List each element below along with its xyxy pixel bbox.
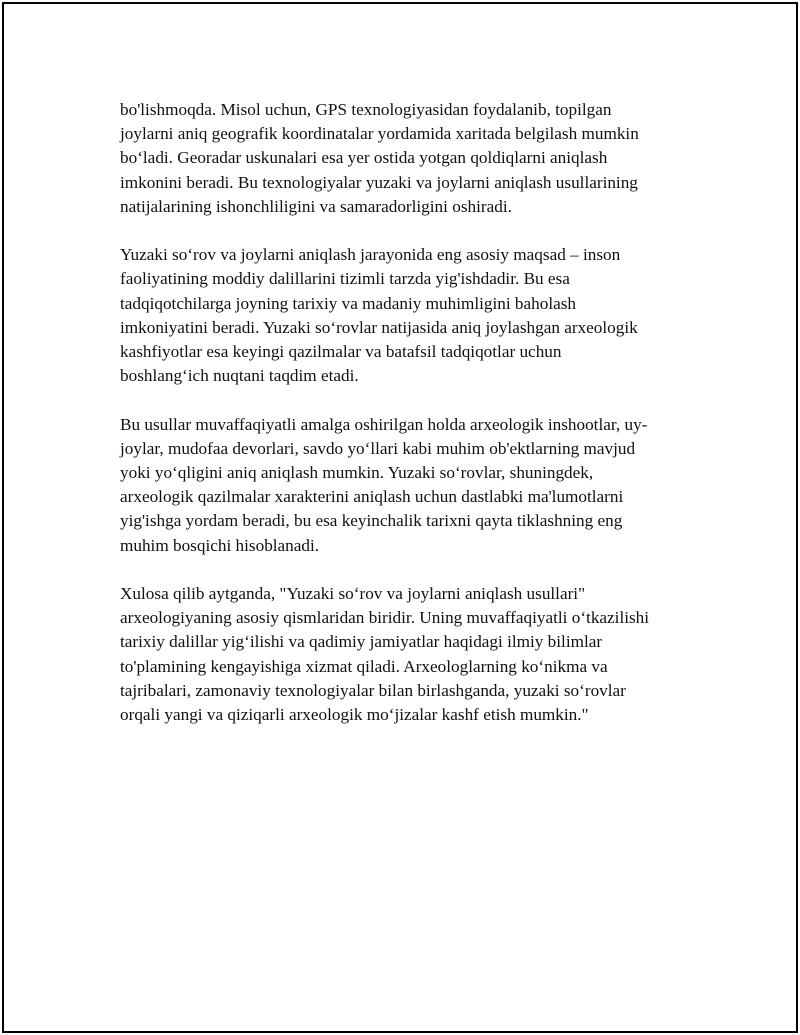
paragraph-3: Bu usullar muvaffaqiyatli amalga oshirilgan holda arxeologik inshootlar, uy- joylar, mudofaa devorlari, savdo yo‘llari kabi muhim ob'ektlarning mavjud yoki yo‘qligini aniq aniqlash mumkin. Yuzaki so‘rovlar, shuningdek, arxeologik qazilmalar xarakterini aniqlash uchun dastlabki ma'lumotlarni yig'ishga yordam beradi, bu esa keyinchalik tarixni qayta tiklashning eng muhim bosqichi hisoblanadi. [120,414,648,555]
paragraph-1: bo'lishmoqda. Misol uchun, GPS texnologiyasidan foydalanib, topilgan joylarni aniq geografik koordinatalar yordamida xaritada belgilash mumkin bo‘ladi. Georadar uskunalari esa yer ostida yotgan qoldiqlarni aniqlash imkonini beradi. Bu texnologiyalar yuzaki va joylarni aniqlash usullarining natijalarining ishonchliligini va samaradorligini oshiradi. [120,100,639,216]
page-frame [2,2,798,1033]
paragraph-4: Xulosa qilib aytganda, "Yuzaki so‘rov va joylarni aniqlash usullari" arxeologiyaning asosiy qismlaridan biridir. Uning muvaffaqiyatli o‘tkazilishi tarixiy dalillar yig‘ilishi va qadimiy jamiyatlar haqidagi ilmiy bilimlar to'plamining kengayishiga xizmat qiladi. Arxeologlarning ko‘nikma va tajribalari, zamonaviy texnologiyalar bilan birlashganda, yuzaki so‘rovlar orqali yangi va qiziqarli arxeologik mo‘jizalar kashf etish mumkin." [120,584,650,725]
document-body [120,98,700,751]
paragraph-2: Yuzaki so‘rov va joylarni aniqlash jarayonida eng asosiy maqsad – inson faoliyatining moddiy dalillarini tizimli tarzda yig'ishdadir. Bu esa tadqiqotchilarga joyning tarixiy va madaniy muhimligini baholash imkoniyatini beradi. Yuzaki so‘rovlar natijasida aniq joylashgan arxeologik kashfiyotlar esa keyingi qazilmalar va batafsil tadqiqotlar uchun boshlang‘ich nuqtani taqdim etadi. [120,245,638,386]
